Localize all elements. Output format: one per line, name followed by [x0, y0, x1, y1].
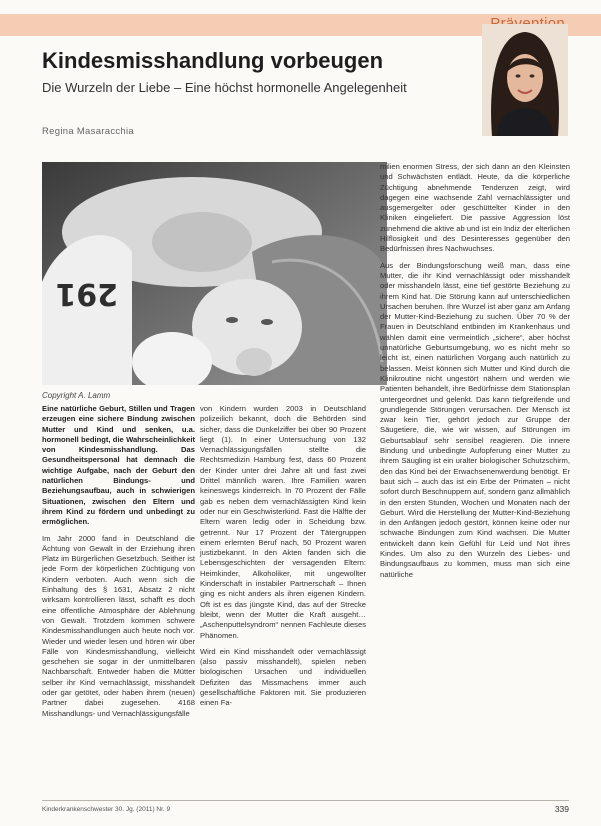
body-paragraph: Wird ein Kind misshandelt oder vernachlässigt (also passiv misshandelt), spielen neben biologischen Ursachen und individuellen Defiziten das Missmachens immer auch gesellschaftliche Faktoren mit. Sie produzieren einen Fa- [200, 646, 366, 708]
photo-print-text: 291 [55, 276, 118, 311]
body-paragraph: Im Jahr 2000 fand in Deutschland die Ächtung von Gewalt in der Erziehung ihren Platz im Bürgerlichen Gesetzbuch. Seither ist jede Form der körperlichen Züchtigung von Kindern verboten. Auch wenn sich die Einhaltung des § 1631, Absatz 2 nicht wirksam kontrollieren lässt, schafft es doch eine öffentliche Atmosphäre der Ablehnung von Gewalt. Trotzdem kommen schwere Kindesmisshandlungen auch heute noch vor. Wieder und wieder lesen und hören wir über Fälle von Kindesmisshandlung, vielleicht geschehen sie sogar in der unmittelbaren Nachbarschaft. Entweder haben die Mütter selber ihr Kind vernachlässigt, misshandelt oder gar getötet, oder haben ihrem (neuen) Partner dabei zugesehen. 4168 Misshandlungs- und Vernachlässigungsfälle [42, 533, 195, 718]
article-lead: Eine natürliche Geburt, Stillen und Tragen erzeugen eine sichere Bindung zwischen Mutter und Kind und senken, u.a. hormonell bedingt, die Wahrscheinlichkeit von Kindesmisshandlung. Das Gesundheitspersonal hat demnach die wichtige Aufgabe, nach der Geburt den natürlichen Bindungs- und Beziehungsaufbau, auch in schwierigen Situationen, zwischen den Eltern und ihrem Kind zu fördern und unbedingt zu ermöglichen. [42, 404, 195, 527]
column-left [42, 404, 195, 719]
footer-rule [42, 800, 569, 801]
article-author: Regina Masaracchia [42, 126, 134, 137]
article-photo [42, 162, 387, 385]
page-number: 339 [554, 804, 569, 814]
author-photo [482, 24, 568, 136]
column-middle [200, 404, 366, 709]
column-right [380, 162, 570, 580]
body-paragraph: Aus der Bindungsforschung weiß man, dass eine Mutter, die ihr Kind vernachlässigt oder misshandelt oder misshandeln lässt, eine tief gestörte Beziehung zu ihrem Kind hat. Die Störung kann auf unterschiedlichen Ursachen beruhen. Ihre Wurzel ist aber ganz am Anfang der Mutter-Kind-Beziehung zu suchen. Über 70 % der Frauen in Deutschland entbinden im Krankenhaus und wählen damit eine vermeintlich „sichere“, aber höchst unnatürliche Geburtsumgebung, wo es nicht mehr so leicht ist, einen natürlichen Vorgang auch natürlich zu belassen. Meist können sich Mutter und Kind durch die Klinikroutine nicht ungestört nähern und werden wie Patienten behandelt, ihre Bedürfnisse dem Stationsplan untergeordnet und gelenkt. Das kann tiefgreifende und grundlegende Störungen verursachen. Der Mensch ist zwar kein Tier, gehört jedoch zur Gruppe der Säugetiere, die, wie wir wissen, auf Störungen im Geburtsablauf sehr sensibel reagieren. Die innere Bindung und unbedingte Aufopferung einer Mutter zu ihrem Säugling ist ein uralter biologischer Schutzschirm, den das Kind bei der Erwachsenenwerdung benötigt. Er baut sich – auch das ist ein Erbe der Primaten – nicht sofort durch Beschnuppern auf, sondern ganz allmählich in den ersten Stunden, Wochen und Monaten nach der Geburt. Wird die Herstellung der Mutter-Kind-Beziehung in den Anfängen jedoch gestört, können keine oder nur schwache Bindungen zum Kind wachsen. Die Mutter entwickelt dann kein Gefühl für Leid und Not ihres Kindes. Um also zu den Wurzeln des Liebes- und Bindungsaufbaus zu kommen, muss man sich eine natürliche [380, 260, 570, 579]
photo-credit: Copyright A. Lamm [42, 391, 111, 400]
article-title: Kindesmisshandlung vorbeugen [42, 48, 384, 73]
article-subtitle: Die Wurzeln der Liebe – Eine höchst hormonelle Angelegenheit [42, 80, 407, 95]
journal-reference: Kinderkrankenschwester 30. Jg. (2011) Nr. 9 [42, 806, 171, 813]
body-paragraph: von Kindern wurden 2003 in Deutschland polizeilich bekannt, doch die Behörden sind sicher, dass die Dunkelziffer bei über 90 Prozent liegt (1). In einer Untersuchung von 132 Vernachlässigungsfällen stellte die Rechtsmedizin Hamburg fest, dass 60 Prozent der Kinder unter drei Jahre alt und fast zwei Drittel männlich waren. Ihre Familien waren keineswegs kinderreich. In 70 Prozent der Fälle gab es neben dem vernachlässigten Kind kein oder nur ein Geschwisterkind. Fast die Hälfte der Eltern waren ledig oder in Scheidung bzw. getrennt. Nur 17 Prozent der Tätergruppen einem erlernten Beruf nach, 50 Prozent waren justizbekannt. In den Akten fanden sich die Lebensgeschichten der versagenden Eltern: Heimkinder, Alkoholiker, mit ungewollter Kinderschaft in instabiler Partnerschaft – Ihnen ging es nicht anders als ihren eigenen Kindern. Oft ist es das jüngste Kind, das auf der Strecke bleibt, wenn der Mutter die Kraft ausgeht… „Aschenputtelsyndrom“ nennen Fachleute dieses Phänomen. [200, 404, 366, 640]
body-paragraph: milien enormen Stress, der sich dann an den Kleinsten und Schwächsten entlädt. Heute, da die körperliche Züchtigung abnehmende Tendenzen zeigt, wird dagegen eine wachsende Zahl vernachlässigter und ausgemergelter oder geschüttelter Kinder in den Kliniken eingeliefert. Die passive Aggression löst zunehmend die aktive ab und ist ein Indiz der elterlichen Hilflosigkeit und des Desinteresses gegenüber den Bedürfnissen ihres Nachwuchses. [380, 162, 570, 254]
